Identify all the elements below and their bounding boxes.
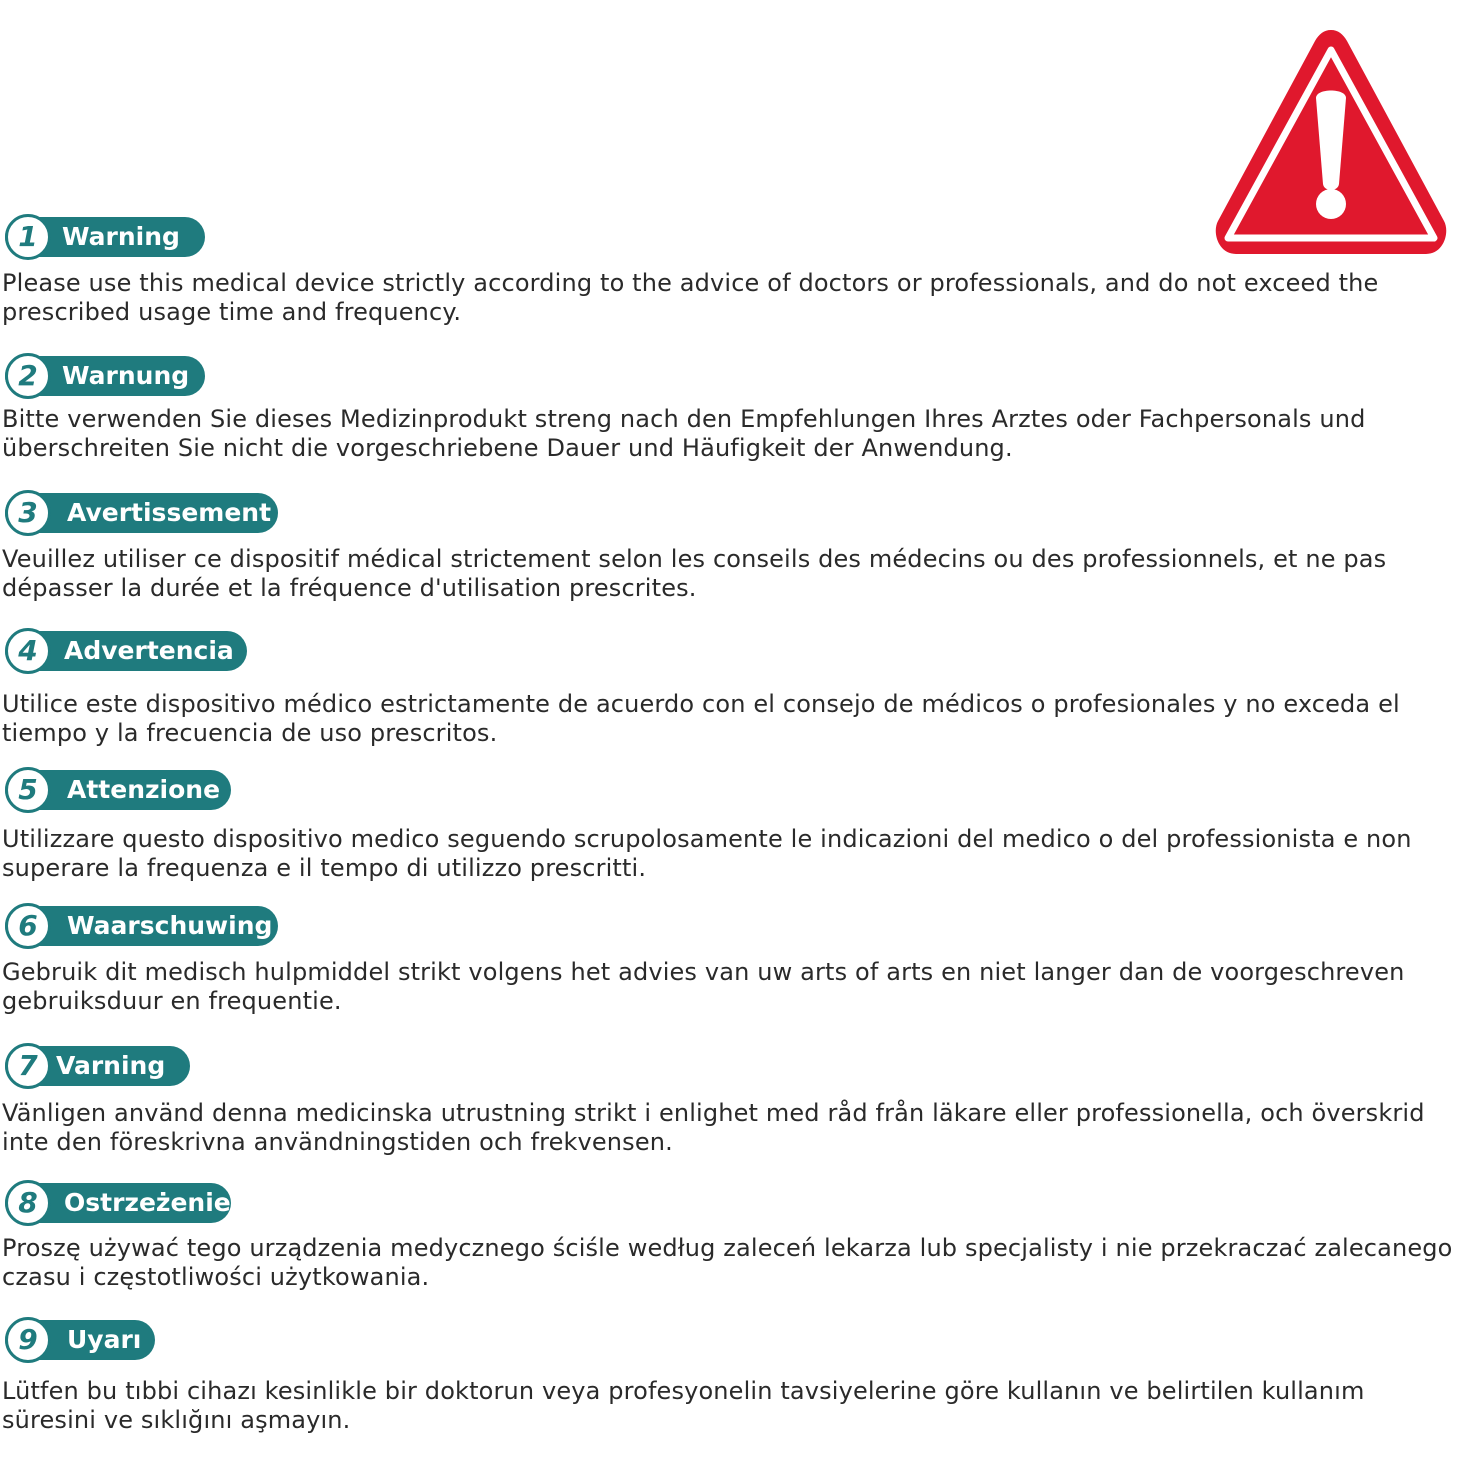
- section-text: Gebruik dit medisch hulpmiddel strikt volgens het advies van uw arts of arts en niet langer dan de voorgeschreven gebruiksduur en frequentie.: [2, 958, 1405, 1015]
- section-header-pill: [5, 1320, 155, 1360]
- section-header-pill: [5, 356, 205, 396]
- section-text: Utilice este dispositivo médico estrictamente de acuerdo con el consejo de médicos o profesionales y no exceda el tiempo y la frecuencia de uso prescritos.: [2, 690, 1400, 747]
- section-text: Bitte verwenden Sie dieses Medizinprodukt streng nach den Empfehlungen Ihres Arztes oder Fachpersonals und überschreiten Sie nicht die vorgeschriebene Dauer und Häufigkeit der Anwendung.: [2, 405, 1366, 462]
- section-title: Waarschuwing: [67, 911, 273, 940]
- section-title: Warnung: [62, 361, 190, 390]
- section-number: 5: [5, 767, 51, 813]
- section-number: 4: [5, 628, 51, 674]
- section-header-pill: [5, 217, 205, 257]
- section-number: 7: [5, 1043, 51, 1089]
- section-title: Warning: [62, 222, 180, 251]
- warning-triangle-icon: [1212, 26, 1450, 258]
- section-header-pill: [5, 906, 278, 946]
- section-number: 1: [5, 214, 51, 260]
- section-title: Ostrzeżenie: [64, 1188, 231, 1217]
- section-number: 3: [5, 490, 51, 536]
- section-title: Advertencia: [64, 636, 234, 665]
- section-header-pill: [5, 493, 278, 533]
- section-number: 9: [5, 1317, 51, 1363]
- section-title: Avertissement: [67, 498, 272, 527]
- section-title: Uyarı: [67, 1325, 142, 1354]
- section-header-pill: [5, 770, 231, 810]
- section-header-pill: [5, 1183, 231, 1223]
- section-text: Veuillez utiliser ce dispositif médical strictement selon les conseils des médecins ou des professionnels, et ne pas dépasser la durée et la fréquence d'utilisation prescrites.: [2, 545, 1387, 602]
- section-title: Attenzione: [67, 775, 221, 804]
- section-text: Lütfen bu tıbbi cihazı kesinlikle bir doktorun veya profesyonelin tavsiyelerine göre kullanın ve belirtilen kullanım süresini ve sıklığını aşmayın.: [2, 1377, 1365, 1434]
- section-text: Please use this medical device strictly according to the advice of doctors or professionals, and do not exceed the prescribed usage time and frequency.: [2, 269, 1379, 326]
- section-text: Proszę używać tego urządzenia medycznego ściśle według zaleceń lekarza lub specjalisty i nie przekraczać zalecanego czasu i częstotliwości użytkowania.: [2, 1234, 1453, 1291]
- section-text: Utilizzare questo dispositivo medico seguendo scrupolosamente le indicazioni del medico o del professionista e non superare la frequenza e il tempo di utilizzo prescritti.: [2, 825, 1412, 882]
- section-number: 6: [5, 903, 51, 949]
- section-title: Varning: [56, 1051, 166, 1080]
- section-number: 8: [5, 1180, 51, 1226]
- section-text: Vänligen använd denna medicinska utrustning strikt i enlighet med råd från läkare eller professionella, och överskrid inte den föreskrivna användningstiden och frekvensen.: [2, 1099, 1425, 1156]
- section-header-pill: [5, 1046, 190, 1086]
- section-number: 2: [5, 353, 51, 399]
- section-header-pill: [5, 631, 247, 671]
